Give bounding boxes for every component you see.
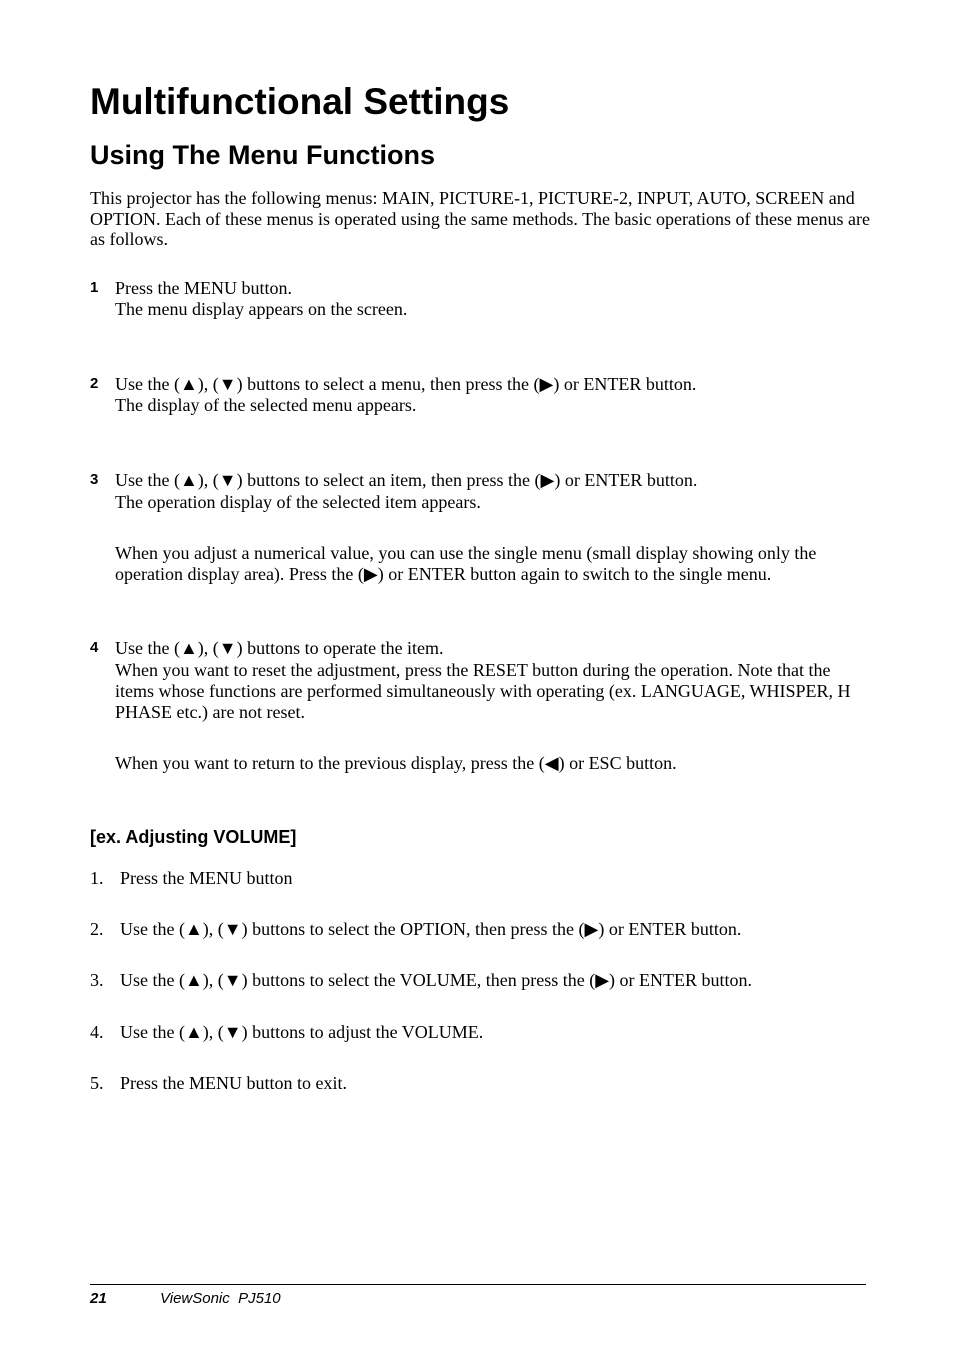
step-result: The operation display of the selected item appears. xyxy=(115,492,481,512)
step-instruction: Use the (▲), (▼) buttons to operate the item. xyxy=(115,638,444,658)
step-note: When you adjust a numerical value, you can use the single menu (small display showing only the operation display area). Press the (▶) or ENTER button again to switch to the single menu. xyxy=(115,543,817,584)
step-result: The display of the selected menu appears. xyxy=(115,395,417,415)
step-number: 4 xyxy=(90,639,99,656)
footer-divider xyxy=(90,1284,866,1285)
step-number: 2 xyxy=(90,375,99,392)
list-number: 2. xyxy=(90,919,104,939)
list-text: Press the MENU button xyxy=(120,868,293,888)
list-text: Use the (▲), (▼) buttons to select the OPTION, then press the (▶) or ENTER button. xyxy=(120,919,742,939)
list-number: 3. xyxy=(90,970,104,990)
list-text: Use the (▲), (▼) buttons to adjust the VOLUME. xyxy=(120,1022,484,1042)
step-instruction: Press the MENU button. xyxy=(115,278,292,298)
step-result: When you want to reset the adjustment, press the RESET button during the operation. Note that the items whose functions are performed simultaneously with operating (ex. LANGUAGE, WHISPER, H PHASE etc.) are not reset. xyxy=(115,660,851,722)
step-note: When you want to return to the previous display, press the (◀) or ESC button. xyxy=(115,753,677,773)
step-number: 1 xyxy=(90,279,99,296)
step-number: 3 xyxy=(90,471,99,488)
page-number: 21 xyxy=(90,1290,107,1307)
footer-brand: ViewSonic PJ510 xyxy=(160,1290,281,1307)
page-title: Multifunctional Settings xyxy=(90,81,510,122)
list-number: 4. xyxy=(90,1022,104,1042)
intro-paragraph: This projector has the following menus: MAIN, PICTURE-1, PICTURE-2, INPUT, AUTO, SCREEN and OPTION. Each of these menus is operated using the same methods. The basic operations of these menus are as follows. xyxy=(90,188,870,249)
list-number: 5. xyxy=(90,1073,104,1093)
section-title: Using The Menu Functions xyxy=(90,140,435,170)
step-result: The menu display appears on the screen. xyxy=(115,299,408,319)
example-title: [ex. Adjusting VOLUME] xyxy=(90,827,297,847)
list-text: Press the MENU button to exit. xyxy=(120,1073,347,1093)
list-text: Use the (▲), (▼) buttons to select the VOLUME, then press the (▶) or ENTER button. xyxy=(120,970,753,990)
list-number: 1. xyxy=(90,868,104,888)
step-instruction: Use the (▲), (▼) buttons to select an item, then press the (▶) or ENTER button. xyxy=(115,470,698,490)
step-instruction: Use the (▲), (▼) buttons to select a menu, then press the (▶) or ENTER button. xyxy=(115,374,697,394)
